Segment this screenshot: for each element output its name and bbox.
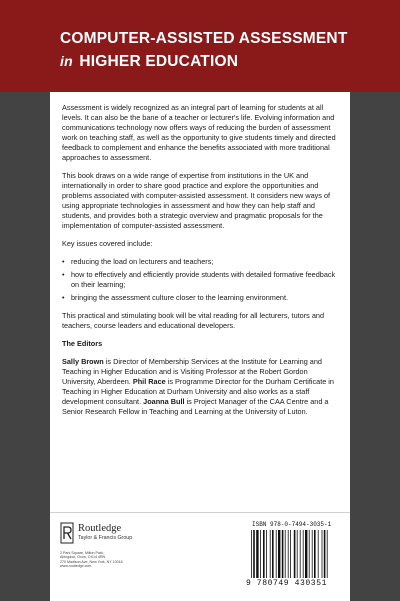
- address-line: 270 Madison Ave, New York, NY 10016: [60, 559, 123, 564]
- barcode-bar: [294, 530, 296, 578]
- blurb-panel: [50, 92, 350, 512]
- publisher-logo: [60, 522, 180, 592]
- barcode-bar: [256, 530, 258, 578]
- barcode-bar: [300, 530, 301, 578]
- barcode-number: 9 780749 430351: [246, 579, 342, 588]
- editors-bio: [62, 357, 340, 417]
- publisher-group: Taylor & Francis Group: [78, 535, 133, 541]
- barcode-bar: [303, 530, 304, 578]
- barcode-bars: [250, 530, 340, 582]
- barcode-bar: [285, 530, 286, 578]
- isbn-label: ISBN 978-0-7494-3035-1: [252, 521, 332, 528]
- editor-bio-text: is Programme Director for the Durham Certificate in Teaching in Higher Education at Durham University and also works as a staff development consultant.: [62, 377, 334, 406]
- barcode-bar: [324, 530, 326, 578]
- barcode-bar: [282, 530, 284, 578]
- key-issues-list: [62, 257, 340, 303]
- key-issue-item: • how to effectively and efficiently provide students with detailed formative feedback on their learning;: [62, 270, 340, 290]
- barcode-bar: [263, 530, 265, 578]
- barcode-bar: [272, 530, 274, 578]
- title-line-2: [60, 50, 390, 73]
- barcode-bar: [297, 530, 298, 578]
- back-cover-footer: [50, 512, 350, 601]
- key-issues-intro: Key issues covered include:: [62, 239, 153, 248]
- editor-bio-text: is Project Manager of the CAA Centre and a Senior Research Fellow in Teaching and Learning at the University of Luton.: [62, 397, 329, 416]
- blurb-paragraph-2: This book draws on a wide range of expertise from institutions in the UK and internationally in order to share good practice and explore the opportunities and problems associated with computer-assisted assessment. It considers new ways of using appropriate technologies in assessment and how they can help staff and students, and provides both a strategic overview and pragmatic proposals for the implementation of computer-assisted assessment.: [62, 171, 331, 230]
- editors-heading: The Editors: [62, 339, 103, 348]
- key-issue-item: • reducing the load on lecturers and teachers;: [62, 257, 340, 267]
- address-line: 2 Park Square, Milton Park,: [60, 551, 104, 555]
- book-title: [60, 28, 390, 73]
- barcode-bar: [318, 530, 319, 578]
- routledge-r-icon: [60, 522, 74, 544]
- publisher-name: Routledge: [78, 523, 122, 534]
- barcode-bar: [253, 530, 255, 578]
- blurb-paragraph-3: This practical and stimulating book will be vital reading for all lecturers, tutors and teachers, course leaders and educational developers.: [62, 311, 325, 330]
- barcode-bar: [309, 530, 310, 578]
- editor-bio-text: is Director of Membership Services at the Institute for Learning and Teaching in Higher Education and is Visiting Professor at the Robert Gordon University, Aberdeen.: [62, 357, 322, 386]
- barcode-bar: [276, 530, 277, 578]
- barcode-bar: [260, 530, 261, 578]
- address-line: www.routledge.com: [60, 564, 92, 569]
- isbn-barcode: [246, 521, 342, 593]
- barcode-bar: [327, 530, 328, 578]
- title-line-1: COMPUTER-ASSISTED ASSESSMENT: [60, 30, 348, 47]
- title-line-2-rest: HIGHER EDUCATION: [79, 53, 239, 70]
- barcode-bar: [270, 530, 271, 578]
- barcode-bar: [251, 530, 252, 578]
- barcode-bar: [290, 530, 291, 578]
- barcode-bar: [305, 530, 307, 578]
- barcode-bar: [322, 530, 323, 578]
- editor-name: Phil Race: [132, 377, 166, 386]
- editor-name: Joanna Bull: [143, 397, 185, 406]
- barcode-bar: [278, 530, 280, 578]
- publisher-address: [60, 551, 180, 569]
- barcode-bar: [288, 530, 289, 578]
- barcode-bar: [314, 530, 316, 578]
- address-line: Abingdon, Oxon, OX14 4RN: [60, 555, 106, 560]
- barcode-bar: [266, 530, 267, 578]
- key-issue-item: • bringing the assessment culture closer to the learning environment.: [62, 293, 340, 303]
- title-in-word: in: [60, 53, 73, 69]
- editor-name: Sally Brown: [62, 357, 104, 366]
- barcode-bar: [312, 530, 313, 578]
- blurb-paragraph-1: Assessment is widely recognized as an integral part of learning for students at all levels. It can also be the bane of a teacher or lecturer's life. Evolving information and communications technology now offers ways of reducing the burden of assessment work on teaching staff, as well as the opportunity to give students timely and directed feedback to complement and enhance the benefits associated with more traditional approaches to assessment.: [62, 103, 336, 162]
